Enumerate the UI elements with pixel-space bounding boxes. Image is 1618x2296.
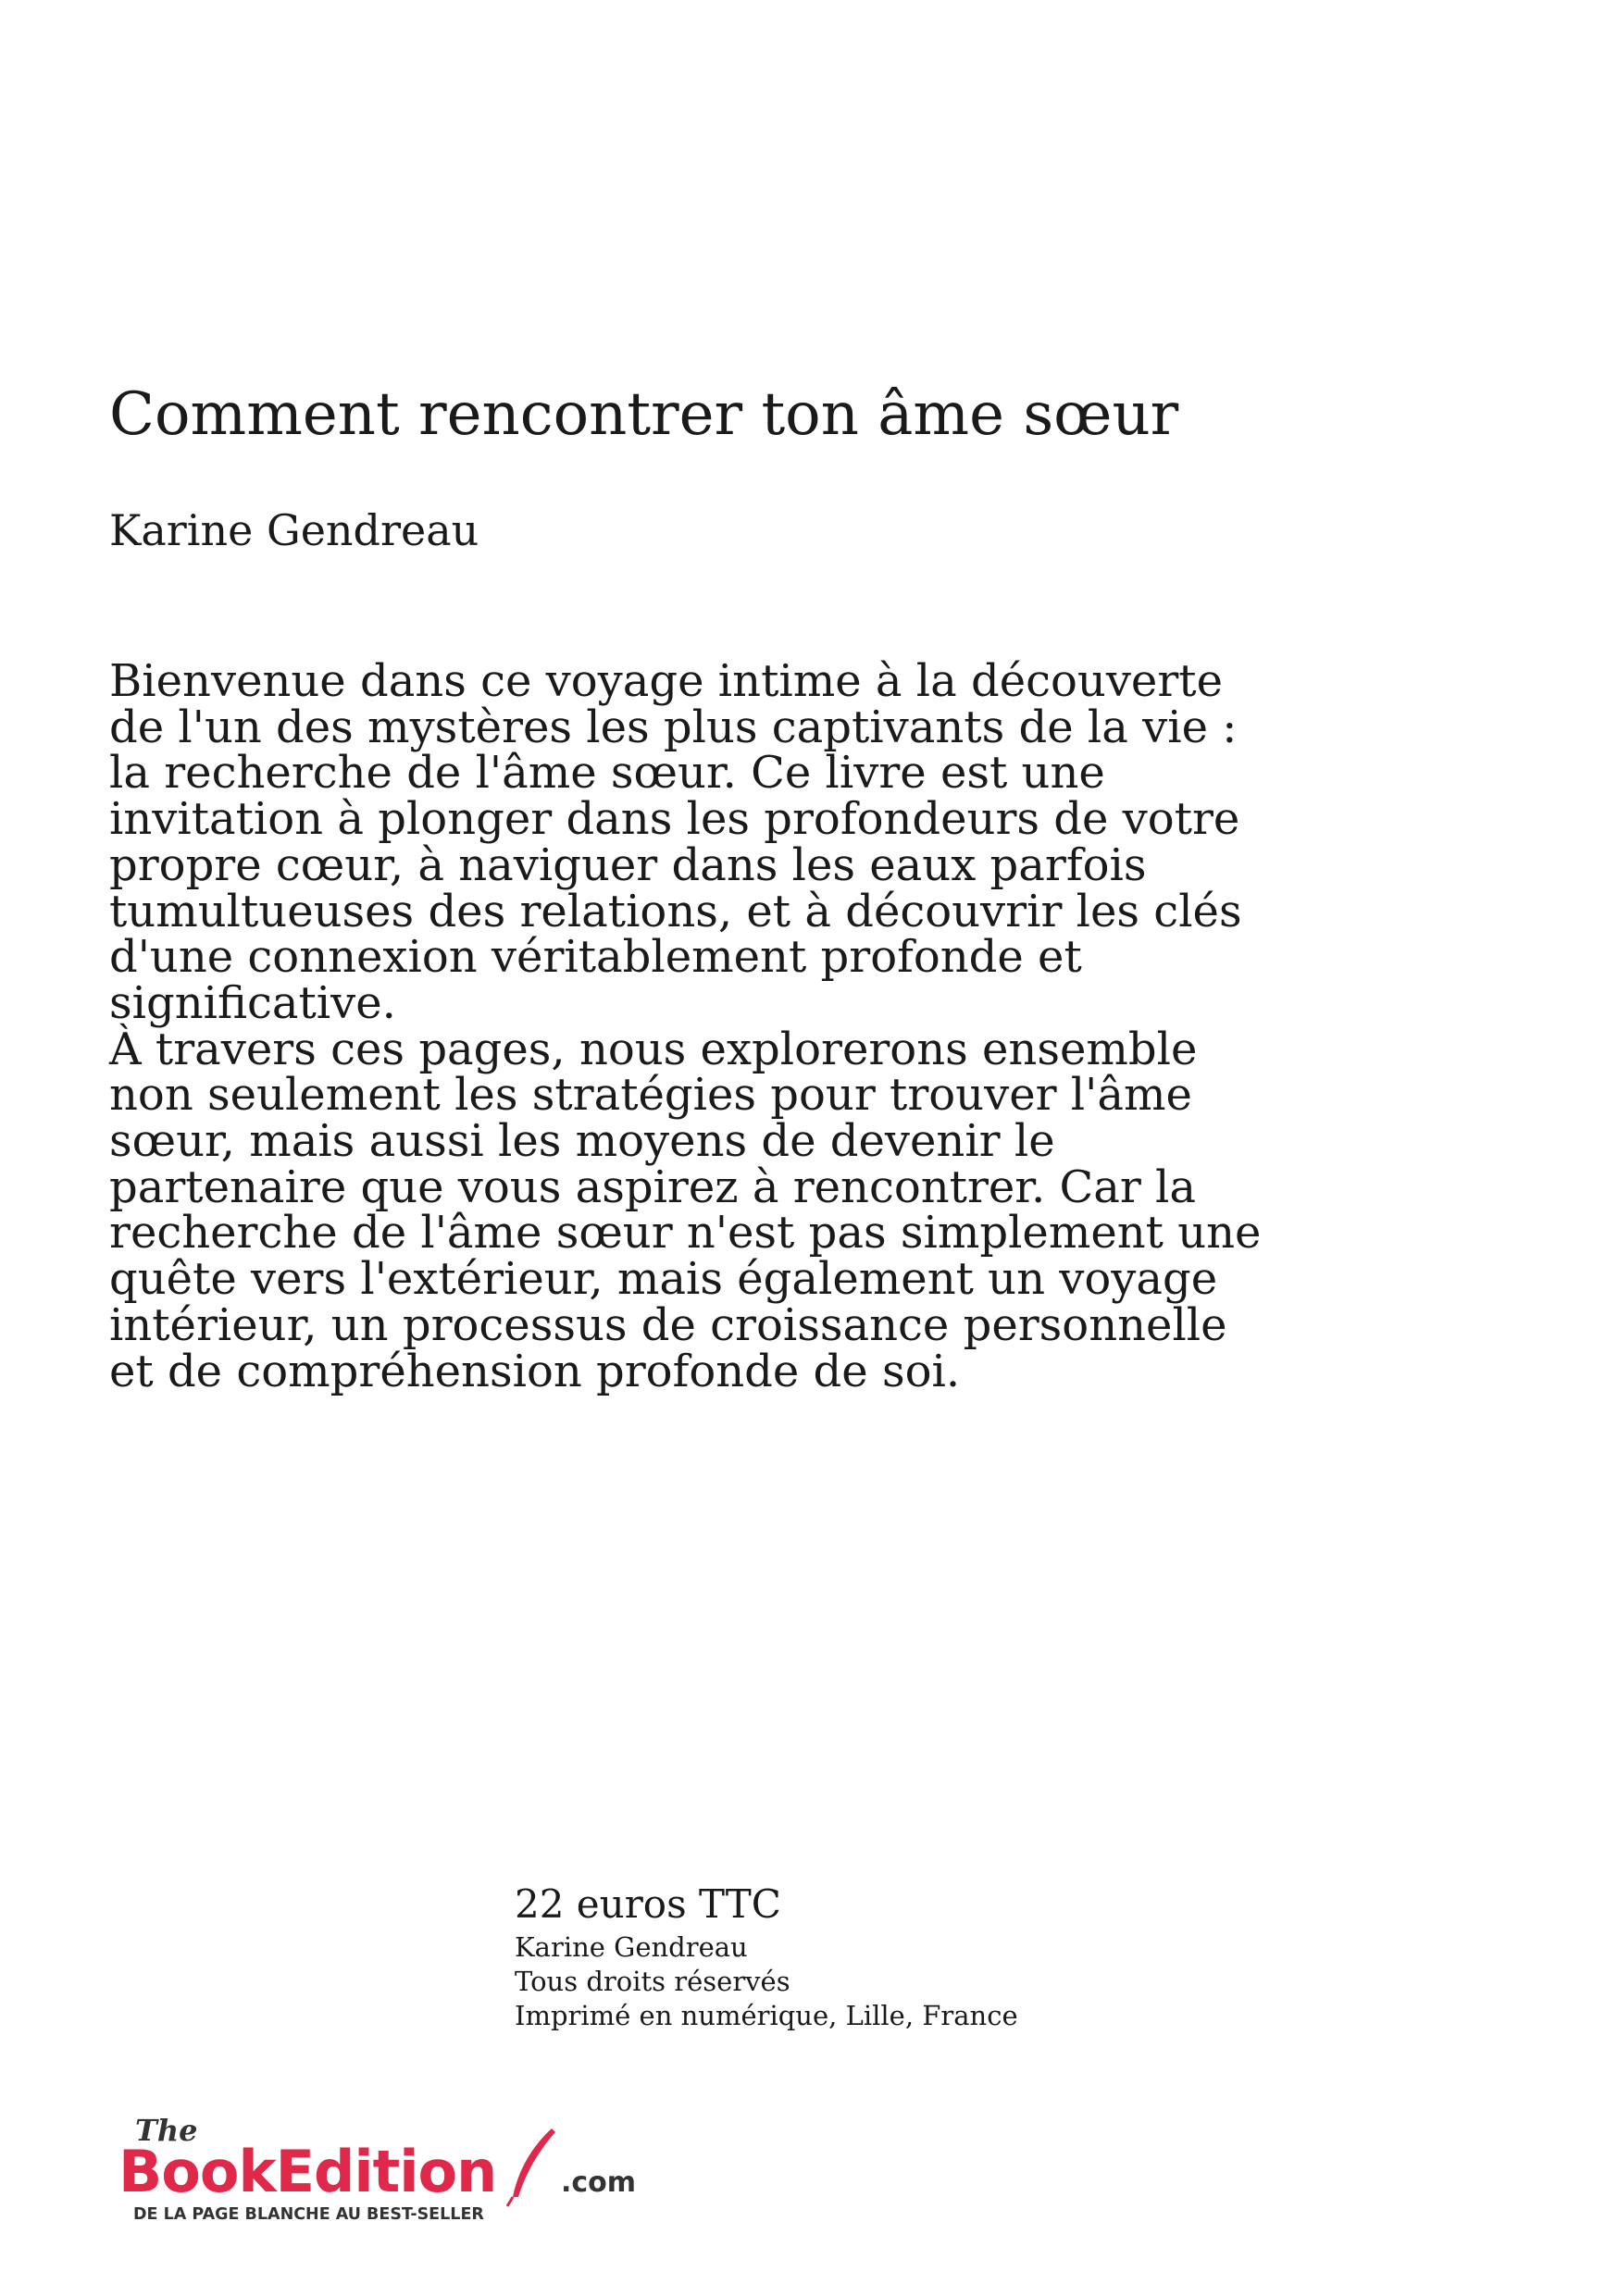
price-label: 22 euros TTC [515,1881,781,1927]
imprint-rights: Tous droits réservés [515,1966,790,1997]
logo-domain-text: .com [561,2166,637,2199]
logo-brand-text: BookEdition [118,2138,497,2205]
blurb-paragraph: Bienvenue dans ce voyage intime à la découverte de l'un des mystères les plus captivants de la vie : la recherche de l'âme sœur. Ce livre est une invitation à plonger dans les profondeurs de votre propre cœur, à naviguer dans les eaux parfois tumultueuses des relations, et à découvrir les clés d'une connexion véritablement profonde et significative. [109,655,1242,1029]
blurb-paragraph: À travers ces pages, nous explorerons ensemble non seulement les stratégies pour trouver l'âme sœur, mais aussi les moyens de devenir le partenaire que vous aspirez à rencontrer. Car la recherche de l'âme sœur n'est pas simplement une quête vers l'extérieur, mais également un voyage intérieur, un processus de croissance personnelle et de compréhension profonde de soi. [109,1023,1262,1397]
book-title: Comment rencontrer ton âme sœur [109,380,1179,449]
imprint-printed: Imprimé en numérique, Lille, France [515,2000,1018,2031]
logo-tagline-text: DE LA PAGE BLANCHE AU BEST-SELLER [133,2205,484,2223]
back-cover-blurb [109,655,1266,1397]
imprint-block [515,1879,1018,2033]
imprint-author: Karine Gendreau [515,1931,748,1963]
publisher-logo [118,2108,655,2223]
book-author: Karine Gendreau [109,505,479,555]
publisher-logo-graphic [118,2108,655,2223]
quill-icon [507,2128,555,2206]
logo-the-text: The [135,2113,198,2148]
